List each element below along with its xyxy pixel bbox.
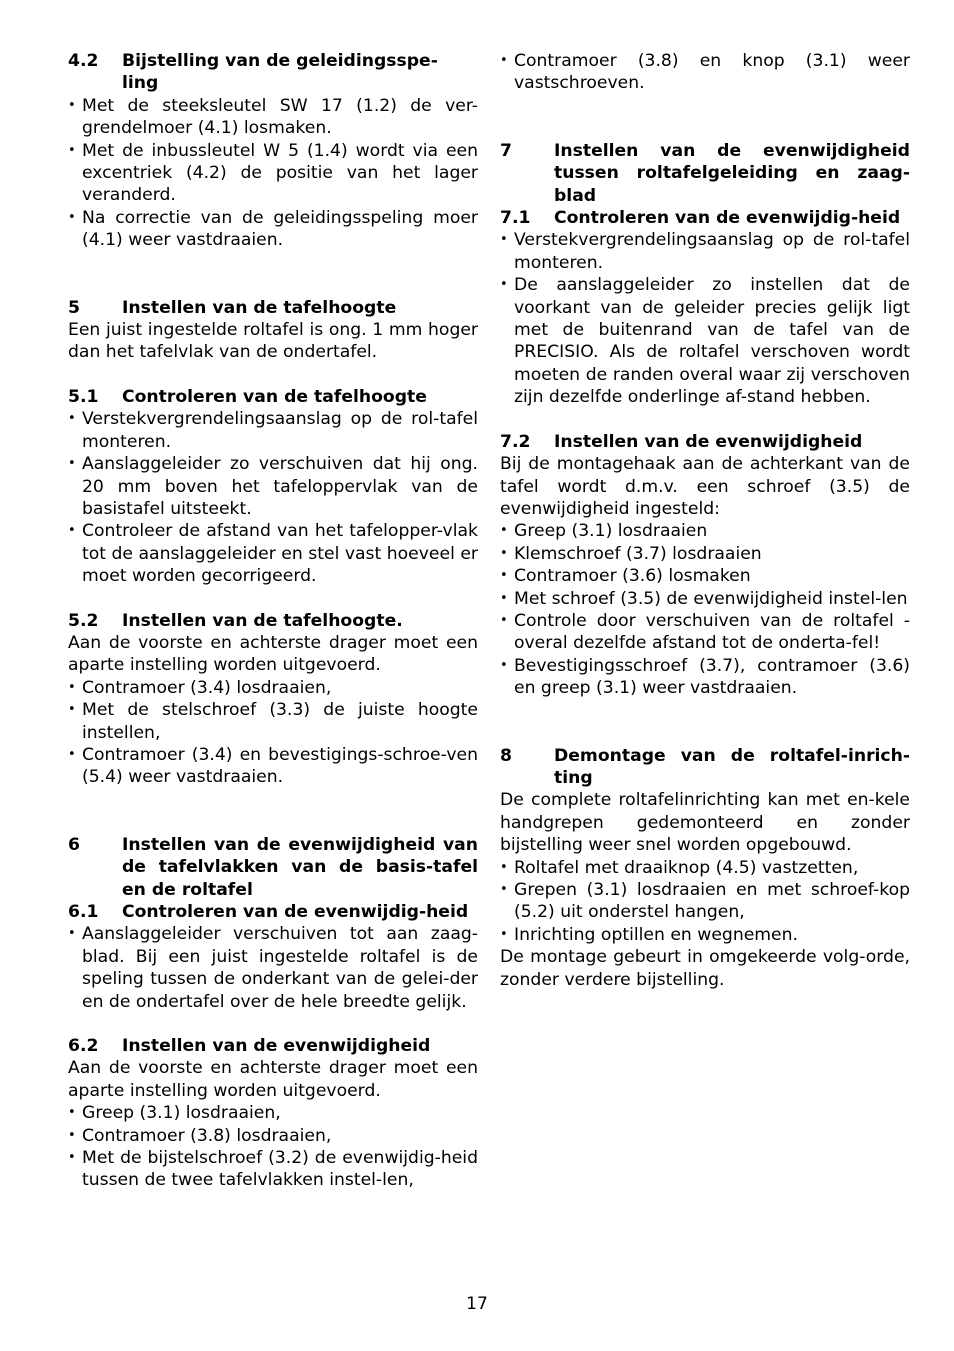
bullet-item: • Met de stelschroef (3.3) de juiste hoogte instellen, <box>68 700 478 743</box>
bullet-item: • Aanslaggeleider zo verschuiven dat hij ong. 20 mm boven het tafeloppervlak van de basistafel uitsteekt. <box>68 454 478 519</box>
bullet-item: • Na correctie van de geleidingsspeling moer (4.1) weer vastdraaien. <box>68 207 478 251</box>
bullet-item: • Contramoer (3.4) losdraaien, <box>68 677 332 698</box>
bullet-item: • Met de steeksleutel SW 17 (1.2) de ver-grendelmoer (4.1) losmaken. <box>68 95 478 139</box>
section-heading: 7.2 Instellen van de evenwijdigheid <box>500 431 863 452</box>
section-heading: 5.2 Instellen van de tafelhoogte. <box>68 610 403 631</box>
section-heading: 7.1 Controleren van de evenwijdig-heid <box>500 208 901 229</box>
bullet-item: • Aanslaggeleider verschuiven tot aan zaag-blad. Bij een juist ingestelde roltafel is de speling tussen de onderkant van de gelei-der en de ondertafel over de hele breedte gelijk. <box>68 924 478 1012</box>
paragraph: Bij de montagehaak aan de achterkant van de tafel wordt d.m.v. een schroef (3.5) de evenwijdigheid ingesteld: <box>500 454 910 519</box>
right-column <box>500 50 910 991</box>
bullet-item: • Bevestigingsschroef (3.7), contramoer (3.6) en greep (3.1) weer vastdraaien. <box>500 655 910 699</box>
paragraph: Een juist ingestelde roltafel is ong. 1 mm hoger dan het tafelvlak van de ondertafel. <box>68 320 478 363</box>
bullet-item: • Greep (3.1) losdraaien <box>500 521 708 542</box>
paragraph: De montage gebeurt in omgekeerde volg-orde, zonder verdere bijstelling. <box>500 947 910 990</box>
paragraph: Aan de voorste en achterste drager moet een aparte instelling worden uitgevoerd. <box>68 1058 478 1101</box>
bullet-item: • Contramoer (3.6) losmaken <box>500 566 751 587</box>
bullet-item: • Grepen (3.1) losdraaien en met schroef-kop (5.2) uit onderstel hangen, <box>500 880 910 923</box>
section-heading: 7 Instellen van de evenwijdigheid tussen roltafelgeleiding en zaag-blad <box>500 140 910 206</box>
bullet-item: • Contramoer (3.8) losdraaien, <box>68 1125 332 1146</box>
bullet-item: • Contramoer (3.8) en knop (3.1) weer vastschroeven. <box>500 51 910 94</box>
section-heading: 6.2 Instellen van de evenwijdigheid <box>68 1036 431 1057</box>
section-heading: 6 Instellen van de evenwijdigheid van de tafelvlakken van de basis-tafel en de roltafel <box>68 834 478 900</box>
paragraph: De complete roltafelinrichting kan met en-kele handgrepen gedemonteerd en zonder bijstelling weer snel worden opgebouwd. <box>500 790 910 856</box>
bullet-item: • Klemschroef (3.7) losdraaien <box>500 543 762 564</box>
bullet-item: • Controleer de afstand van het tafelopper-vlak tot de aanslaggeleider en stel vast hoeveel er moet worden gecorrigeerd. <box>68 521 478 587</box>
bullet-item: • Met de bijstelschroef (3.2) de evenwijdig-heid tussen de twee tafelvlakken instel-len, <box>68 1148 478 1191</box>
left-column <box>68 50 478 1192</box>
bullet-item: • Greep (3.1) losdraaien, <box>68 1103 281 1124</box>
bullet-item: • Met schroef (3.5) de evenwijdigheid instel-len <box>500 588 908 609</box>
paragraph: Aan de voorste en achterste drager moet een aparte instelling worden uitgevoerd. <box>68 632 478 676</box>
section-heading: 4.2 Bijstelling van de geleidingsspe- ling <box>68 51 438 94</box>
bullet-item: • Inrichting optillen en wegnemen. <box>500 924 798 945</box>
section-heading: 5 Instellen van de tafelhoogte <box>68 297 397 318</box>
section-heading: 6.1 Controleren van de evenwijdig-heid <box>68 902 469 922</box>
bullet-item: • Verstekvergrendelingsaanslag op de rol-tafel monteren. <box>68 409 478 452</box>
bullet-item: • Contramoer (3.4) en bevestigings-schroe-ven (5.4) weer vastdraaien. <box>68 744 478 788</box>
bullet-item: • Controle door verschuiven van de roltafel - overal dezelfde afstand tot de onderta-fel! <box>500 610 910 654</box>
bullet-item: • Roltafel met draaiknop (4.5) vastzetten, <box>500 857 859 878</box>
bullet-item: • Met de inbussleutel W 5 (1.4) wordt via een excentriek (4.2) de positie van het lager veranderd. <box>68 140 478 206</box>
section-heading: 8 Demontage van de roltafel-inrich-ting <box>500 745 910 788</box>
section-heading: 5.1 Controleren van de tafelhoogte <box>68 386 427 407</box>
page-number: 17 <box>466 1294 488 1314</box>
bullet-item: • Verstekvergrendelingsaanslag op de rol-tafel monteren. <box>500 230 910 273</box>
bullet-item: • De aanslaggeleider zo instellen dat de voorkant van de geleider precies gelijk ligt met de buitenrand van de tafel van de PRECISIO. Als de roltafel verschoven wordt moeten de randen overal waar zij verschoven zijn dezelfde onderlinge af-stand hebben. <box>500 275 910 408</box>
